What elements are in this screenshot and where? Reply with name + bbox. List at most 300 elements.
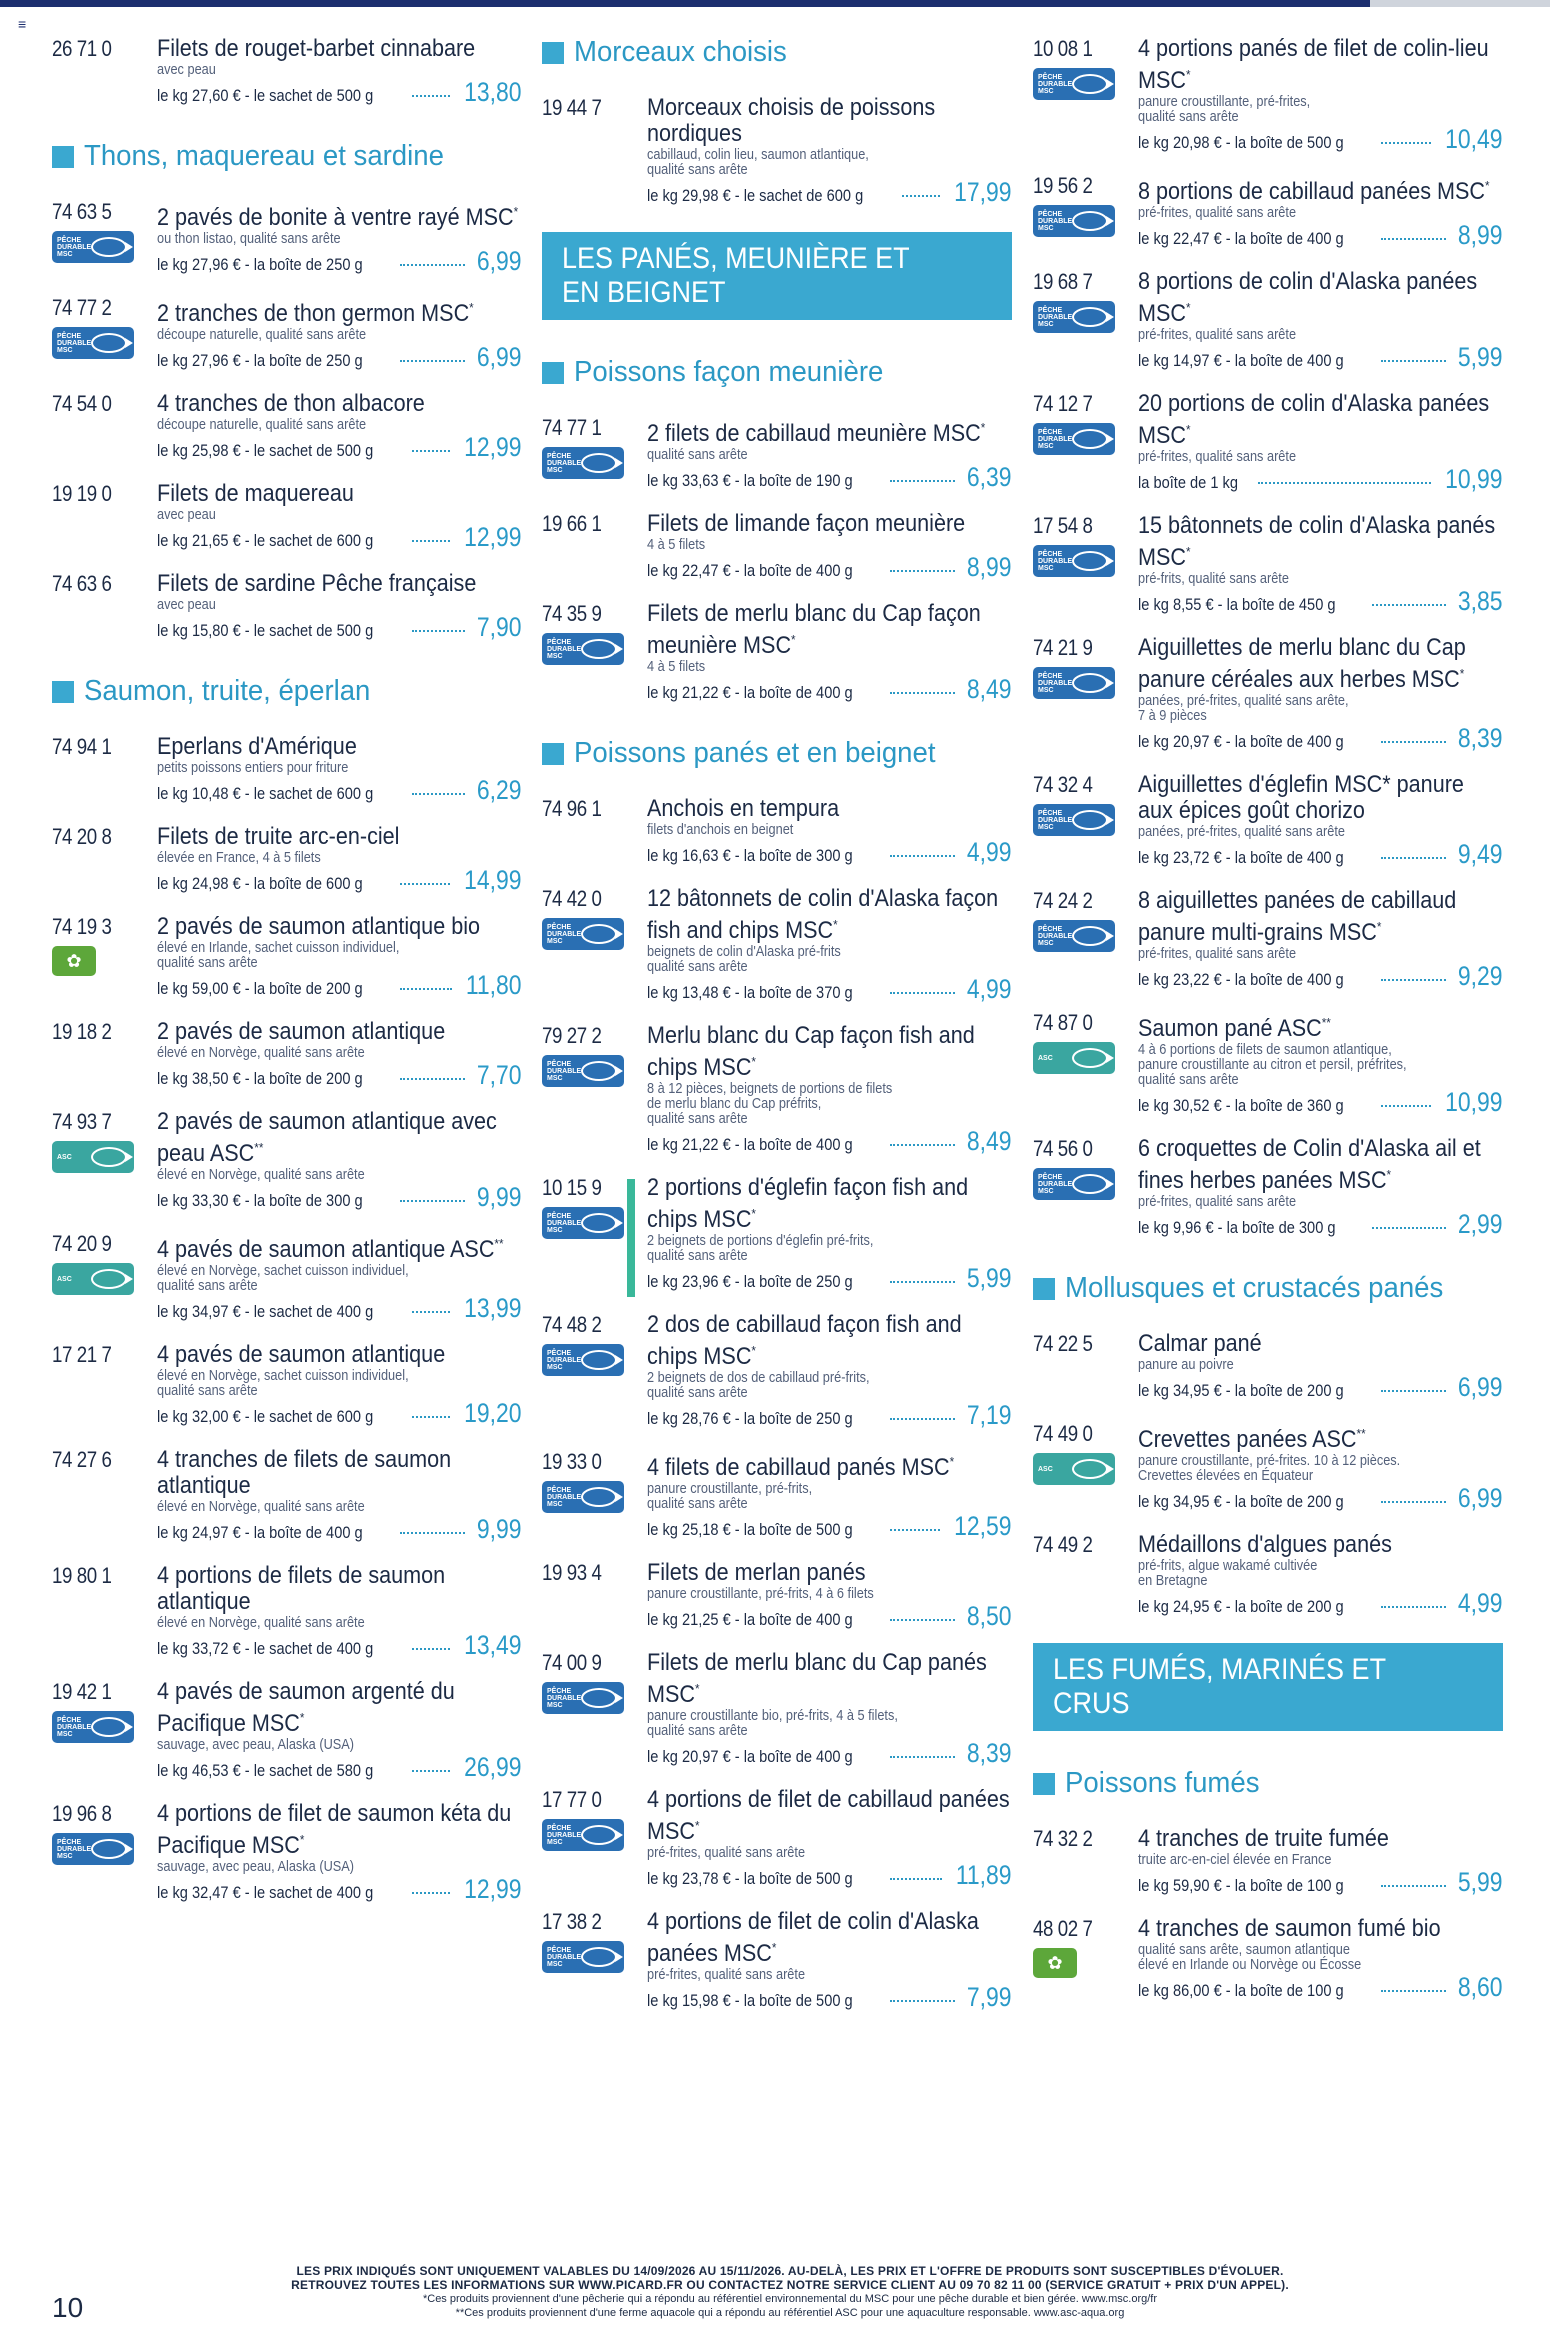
dot-leader: [890, 1878, 942, 1880]
product-code-block: [1033, 513, 1138, 617]
product-item: [52, 36, 522, 108]
product-description: élevée en France, 4 à 5 filets: [157, 849, 321, 866]
product-code-block: [542, 796, 647, 868]
msc-badge-text: PÊCHE DURABLE MSC: [547, 638, 582, 660]
product-details: [157, 1679, 522, 1783]
product-description: 4 à 5 filets: [647, 658, 706, 675]
product-description: de merlu blanc du Cap préfrits,: [647, 1095, 822, 1112]
product-item: [1033, 36, 1503, 155]
product-item: [1033, 1331, 1503, 1403]
product-code: 74 54 0: [52, 391, 112, 416]
price-row: [1138, 342, 1503, 373]
product-description: en Bretagne: [1138, 1572, 1208, 1589]
msc-fish-icon: [581, 453, 617, 473]
product-description: avec peau: [157, 596, 216, 613]
msc-label-badge: [1033, 667, 1115, 699]
product-code: 17 38 2: [542, 1909, 602, 1934]
msc-badge-text: PÊCHE DURABLE MSC: [1038, 809, 1073, 831]
product-description: panure croustillante, pré-frites. 10 à 12 pièces.: [1138, 1452, 1401, 1469]
price-row: [1138, 1372, 1503, 1403]
product-code-block: [1033, 772, 1138, 870]
footer-legal: [240, 2264, 1340, 2320]
price-row: [157, 1293, 522, 1324]
product-code-block: [52, 914, 157, 1001]
asc-label-badge: [1033, 1453, 1115, 1485]
footer-line-2: RETROUVEZ TOUTES LES INFORMATIONS SUR WWW.PICARD.FR OU CONTACTEZ NOTRE SERVICE CLIENT AU 09 70 82 11 00 (SERVICE GRATUIT + PRIX D'UN APPEL).: [291, 2278, 1289, 2292]
product-code-block: [542, 1312, 647, 1431]
price-row: [647, 1738, 1012, 1769]
menu-icon: ≡: [18, 16, 27, 32]
product-code: 74 48 2: [542, 1312, 602, 1337]
price-row: [157, 1060, 522, 1091]
msc-fish-icon: [581, 924, 617, 944]
section-title-text: Thons, maquereau et sardine: [84, 140, 444, 172]
product-price: 4,99: [967, 837, 1012, 867]
product-name: 4 tranches de saumon fumé bio: [1138, 1915, 1441, 1942]
msc-label-badge: [542, 1055, 624, 1087]
product-description: qualité sans arête: [1138, 108, 1239, 125]
product-name: Filets de truite arc-en-ciel: [157, 823, 400, 850]
product-code: 74 19 3: [52, 914, 112, 939]
msc-label-badge: [1033, 1168, 1115, 1200]
product-code: 10 15 9: [542, 1175, 602, 1200]
msc-fish-icon: [91, 1839, 127, 1859]
unit-price: le kg 32,47 € - le sachet de 400 g: [157, 1883, 374, 1902]
product-code: 74 49 0: [1033, 1421, 1093, 1446]
dot-leader: [1381, 238, 1446, 240]
unit-price: le kg 23,96 € - la boîte de 250 g: [647, 1272, 853, 1291]
product-price: 7,90: [477, 612, 522, 642]
asc-label-badge: [52, 1263, 134, 1295]
product-description: avec peau: [157, 61, 216, 78]
product-item: [1033, 391, 1503, 495]
product-code-block: [52, 571, 157, 643]
asc-badge-text: ASC: [1038, 1054, 1053, 1062]
price-row: [157, 1874, 522, 1905]
msc-fish-icon: [91, 333, 127, 353]
product-item: [1033, 513, 1503, 617]
product-code: 19 93 4: [542, 1560, 602, 1585]
product-price: 5,99: [1458, 1867, 1503, 1897]
dot-leader: [400, 1200, 465, 1202]
product-name: 4 pavés de saumon atlantique ASC**: [157, 1236, 504, 1263]
product-details: [1138, 269, 1503, 373]
product-description: panées, pré-frites, qualité sans arête,: [1138, 692, 1349, 709]
product-code: 19 18 2: [52, 1019, 112, 1044]
msc-label-badge: [52, 231, 134, 263]
msc-badge-text: PÊCHE DURABLE MSC: [547, 452, 582, 474]
product-name: 2 pavés de saumon atlantique bio: [157, 913, 481, 940]
product-item: [52, 199, 522, 277]
unit-price: le kg 23,78 € - la boîte de 500 g: [647, 1869, 853, 1888]
product-code-block: [1033, 1916, 1138, 2003]
product-code: 74 32 2: [1033, 1826, 1093, 1851]
product-code-block: [52, 1109, 157, 1213]
price-row: [647, 974, 1012, 1005]
product-description: qualité sans arête: [647, 1722, 748, 1739]
product-item: [542, 1175, 1012, 1294]
section-title: [542, 356, 1012, 389]
msc-badge-text: PÊCHE DURABLE MSC: [1038, 306, 1073, 328]
product-name: 4 filets de cabillaud panés MSC*: [647, 1454, 955, 1481]
asc-fish-icon: [91, 1269, 127, 1289]
unit-price: le kg 30,52 € - la boîte de 360 g: [1138, 1096, 1344, 1115]
price-row: [1138, 1483, 1503, 1514]
product-code-block: [1033, 1421, 1138, 1514]
product-price: 6,99: [1458, 1483, 1503, 1513]
product-code-block: [542, 1787, 647, 1891]
msc-fish-icon: [1072, 926, 1108, 946]
product-name: 4 pavés de saumon argenté du Pacifique MSC*: [157, 1678, 455, 1737]
product-item: [542, 796, 1012, 868]
product-price: 8,49: [967, 674, 1012, 704]
dot-leader: [1381, 1390, 1446, 1392]
product-price: 8,50: [967, 1601, 1012, 1631]
price-row: [1138, 124, 1503, 155]
unit-price: le kg 24,97 € - la boîte de 400 g: [157, 1523, 363, 1542]
msc-badge-text: PÊCHE DURABLE MSC: [1038, 1173, 1073, 1195]
product-code: 74 63 5: [52, 199, 112, 224]
unit-price: le kg 16,63 € - la boîte de 300 g: [647, 846, 853, 865]
product-code-block: [1033, 391, 1138, 495]
msc-fish-icon: [581, 1688, 617, 1708]
product-description: cabillaud, colin lieu, saumon atlantique,: [647, 146, 869, 163]
product-item: [1033, 173, 1503, 251]
price-row: [157, 865, 522, 896]
product-code-block: [52, 295, 157, 373]
product-details: [1138, 391, 1503, 495]
product-description: pré-frits, algue wakamé cultivée: [1138, 1557, 1318, 1574]
product-name: Filets de rouget-barbet cinnabare: [157, 35, 476, 62]
price-row: [1138, 220, 1503, 251]
product-name: Morceaux choisis de poissons nordiques: [647, 94, 936, 147]
product-code: 74 94 1: [52, 734, 112, 759]
product-name: 4 portions de filets de saumon atlantique: [157, 1562, 446, 1615]
bio-leaf-icon: ✿: [66, 951, 82, 971]
msc-label-badge: [1033, 423, 1115, 455]
price-row: [647, 837, 1012, 868]
msc-fish-icon: [581, 1487, 617, 1507]
msc-label-badge: [542, 1819, 624, 1851]
price-row: [157, 522, 522, 553]
product-code-block: [542, 1650, 647, 1769]
product-price: 6,29: [477, 775, 522, 805]
product-code: 74 49 2: [1033, 1532, 1093, 1557]
product-code: 74 21 9: [1033, 635, 1093, 660]
product-code-block: [542, 1023, 647, 1157]
product-code: 26 71 0: [52, 36, 112, 61]
unit-price: le kg 21,22 € - la boîte de 400 g: [647, 1135, 853, 1154]
product-code-block: [1033, 1532, 1138, 1619]
product-description: panure croustillante, pré-frits,: [647, 1480, 813, 1497]
price-row: [1138, 1087, 1503, 1118]
product-description: qualité sans arête: [157, 954, 258, 971]
dot-leader: [890, 1756, 955, 1758]
price-row: [157, 970, 522, 1001]
product-details: [1138, 1010, 1503, 1118]
product-details: [1138, 173, 1503, 251]
dot-leader: [890, 1144, 955, 1146]
unit-price: le kg 21,65 € - le sachet de 600 g: [157, 531, 374, 550]
product-item: [542, 415, 1012, 493]
product-details: [157, 481, 522, 553]
product-code-block: [1033, 1136, 1138, 1240]
product-code: 74 20 9: [52, 1231, 112, 1256]
unit-price: le kg 21,22 € - la boîte de 400 g: [647, 683, 853, 702]
product-name: Calmar pané: [1138, 1330, 1262, 1357]
product-details: [1138, 772, 1503, 870]
product-code-block: [1033, 888, 1138, 992]
product-code: 19 66 1: [542, 511, 602, 536]
product-name: 15 bâtonnets de colin d'Alaska panés MSC*: [1138, 512, 1496, 571]
product-price: 4,99: [1458, 1588, 1503, 1618]
product-price: 8,39: [967, 1738, 1012, 1768]
price-row: [157, 1182, 522, 1213]
product-name: 2 pavés de bonite à ventre rayé MSC*: [157, 204, 519, 231]
dot-leader: [1381, 1501, 1446, 1503]
asc-fish-icon: [1072, 1459, 1108, 1479]
highlight-bar: [627, 1179, 635, 1297]
product-item: [1033, 269, 1503, 373]
product-code: 74 77 2: [52, 295, 112, 320]
msc-label-badge: [1033, 804, 1115, 836]
msc-fish-icon: [581, 639, 617, 659]
price-row: [157, 1752, 522, 1783]
product-item: [542, 886, 1012, 1005]
product-description: découpe naturelle, qualité sans arête: [157, 416, 367, 433]
product-item: [1033, 1826, 1503, 1898]
product-name: 4 tranches de truite fumée: [1138, 1825, 1389, 1852]
product-description: sauvage, avec peau, Alaska (USA): [157, 1858, 355, 1875]
msc-label-badge: [52, 1833, 134, 1865]
product-details: [647, 1312, 1012, 1431]
section-title-text: Poissons fumés: [1065, 1767, 1260, 1799]
price-row: [1138, 586, 1503, 617]
price-row: [647, 462, 1012, 493]
unit-price: le kg 22,47 € - la boîte de 400 g: [647, 561, 853, 580]
msc-label-badge: [52, 327, 134, 359]
product-item: [52, 1447, 522, 1545]
section-title-text: Poissons façon meunière: [574, 356, 884, 388]
unit-price: le kg 34,95 € - la boîte de 200 g: [1138, 1381, 1344, 1400]
msc-fish-icon: [581, 1947, 617, 1967]
dot-leader: [890, 1281, 955, 1283]
product-description: 8 à 12 pièces, beignets de portions de filets: [647, 1080, 893, 1097]
dot-leader: [400, 360, 465, 362]
asc-badge-text: ASC: [57, 1275, 72, 1283]
dot-leader: [412, 450, 450, 452]
unit-price: le kg 59,00 € - la boîte de 200 g: [157, 979, 363, 998]
product-code: 79 27 2: [542, 1023, 602, 1048]
product-price: 12,99: [464, 1874, 522, 1904]
msc-badge-text: PÊCHE DURABLE MSC: [1038, 672, 1073, 694]
product-code: 48 02 7: [1033, 1916, 1093, 1941]
price-row: [1138, 723, 1503, 754]
msc-label-badge: [1033, 545, 1115, 577]
product-price: 3,85: [1458, 586, 1503, 616]
product-description: qualité sans arête: [647, 1495, 748, 1512]
product-code-block: [542, 1449, 647, 1542]
unit-price: le kg 22,47 € - la boîte de 400 g: [1138, 229, 1344, 248]
product-code-block: [542, 601, 647, 705]
product-details: [1138, 1421, 1503, 1514]
product-details: [157, 1019, 522, 1091]
unit-price: le kg 9,96 € - la boîte de 300 g: [1138, 1218, 1336, 1237]
product-code-block: [52, 1342, 157, 1429]
product-details: [1138, 635, 1503, 754]
product-description: 4 à 5 filets: [647, 536, 706, 553]
dot-leader: [1381, 142, 1431, 144]
section-title: [542, 36, 1012, 69]
product-price: 9,49: [1458, 839, 1503, 869]
page-number: 10: [52, 2292, 84, 2323]
product-details: [157, 1801, 522, 1905]
product-price: 10,99: [1445, 464, 1503, 494]
product-name: Merlu blanc du Cap façon fish and chips MSC*: [647, 1022, 975, 1081]
product-code-block: [52, 199, 157, 277]
msc-fish-icon: [581, 1825, 617, 1845]
product-code: 19 68 7: [1033, 269, 1093, 294]
dot-leader: [890, 692, 955, 694]
price-row: [1138, 1867, 1503, 1898]
unit-price: le kg 25,98 € - le sachet de 500 g: [157, 441, 374, 460]
product-code: 19 19 0: [52, 481, 112, 506]
price-row: [157, 432, 522, 463]
product-item: [1033, 772, 1503, 870]
product-name: 4 pavés de saumon atlantique: [157, 1341, 446, 1368]
price-row: [647, 1982, 1012, 2013]
product-code-block: [1033, 36, 1138, 155]
unit-price: le kg 59,90 € - la boîte de 100 g: [1138, 1876, 1344, 1895]
unit-price: le kg 86,00 € - la boîte de 100 g: [1138, 1981, 1344, 2000]
product-item: [542, 601, 1012, 705]
price-row: [157, 246, 522, 277]
product-code-block: [52, 391, 157, 463]
product-details: [647, 1650, 1012, 1769]
product-item: [542, 1449, 1012, 1542]
category-banner: [1033, 1643, 1503, 1731]
unit-price: le kg 24,98 € - la boîte de 600 g: [157, 874, 363, 893]
msc-badge-text: PÊCHE DURABLE MSC: [57, 1716, 92, 1738]
unit-price: le kg 27,96 € - la boîte de 250 g: [157, 255, 363, 274]
product-item: [52, 481, 522, 553]
unit-price: le kg 23,72 € - la boîte de 400 g: [1138, 848, 1344, 867]
product-details: [647, 415, 1012, 493]
dot-leader: [890, 1418, 955, 1420]
price-row: [157, 775, 522, 806]
product-price: 12,99: [464, 432, 522, 462]
product-details: [647, 1560, 1012, 1632]
product-item: [52, 571, 522, 643]
product-name: 2 filets de cabillaud meunière MSC*: [647, 420, 986, 447]
section-title: [542, 737, 1012, 770]
product-description: petits poissons entiers pour friture: [157, 759, 349, 776]
product-description: pré-frites, qualité sans arête: [647, 1966, 806, 1983]
dot-leader: [412, 1416, 450, 1418]
msc-badge-text: PÊCHE DURABLE MSC: [547, 1212, 582, 1234]
msc-fish-icon: [1072, 551, 1108, 571]
product-name: Aiguillettes de merlu blanc du Cap panure céréales aux herbes MSC*: [1138, 634, 1466, 693]
product-item: [542, 1787, 1012, 1891]
product-details: [1138, 1916, 1503, 2003]
product-code: 74 93 7: [52, 1109, 112, 1134]
product-details: [157, 1447, 522, 1545]
product-details: [157, 295, 522, 373]
footer-line-3: *Ces produits proviennent d'une pêcherie qui a répondu au référentiel environnemental du MSC pour une pêche durable et bien gérée. www.msc.org/fr: [422, 2293, 1158, 2305]
msc-badge-text: PÊCHE DURABLE MSC: [547, 1060, 582, 1082]
unit-price: le kg 20,97 € - la boîte de 400 g: [1138, 732, 1344, 751]
product-description: panure croustillante, pré-frites,: [1138, 93, 1311, 110]
product-description: qualité sans arête: [1138, 1071, 1239, 1088]
price-row: [157, 612, 522, 643]
category-banner: [542, 232, 1012, 320]
msc-badge-text: PÊCHE DURABLE MSC: [547, 923, 582, 945]
product-details: [647, 886, 1012, 1005]
product-price: 8,99: [1458, 220, 1503, 250]
product-description: pré-frites, qualité sans arête: [1138, 1193, 1297, 1210]
product-details: [157, 1231, 522, 1324]
dot-leader: [1381, 741, 1446, 743]
product-name: 20 portions de colin d'Alaska panées MSC*: [1138, 390, 1490, 449]
asc-badge-text: ASC: [1038, 1465, 1053, 1473]
footer-line-1: LES PRIX INDIQUÉS SONT UNIQUEMENT VALABLES DU 14/09/2026 AU 15/11/2026. AU-DELÀ, LES PRIX ET L'OFFRE DE PRODUITS SONT SUSCEPTIBLES D'ÉVOLUER.: [296, 2264, 1284, 2278]
msc-badge-text: PÊCHE DURABLE MSC: [1038, 925, 1073, 947]
unit-price: le kg 27,60 € - le sachet de 500 g: [157, 86, 374, 105]
product-item: [1033, 1010, 1503, 1118]
msc-badge-text: PÊCHE DURABLE MSC: [1038, 73, 1073, 95]
product-description: 2 beignets de dos de cabillaud pré-frits,: [647, 1369, 870, 1386]
product-description: 7 à 9 pièces: [1138, 707, 1207, 724]
msc-fish-icon: [1072, 1174, 1108, 1194]
product-price: 8,99: [967, 552, 1012, 582]
section-square-icon: [1033, 1773, 1055, 1795]
price-row: [157, 1630, 522, 1661]
product-code: 74 12 7: [1033, 391, 1093, 416]
product-name: Saumon pané ASC**: [1138, 1015, 1331, 1042]
product-name: 2 portions d'églefin façon fish and chips MSC*: [647, 1174, 969, 1233]
product-price: 10,99: [1445, 1087, 1503, 1117]
product-description: élevé en Norvège, qualité sans arête: [157, 1498, 365, 1515]
product-description: élevé en Norvège, qualité sans arête: [157, 1166, 365, 1183]
product-item: [52, 1109, 522, 1213]
product-name: 8 portions de cabillaud panées MSC*: [1138, 178, 1490, 205]
category-banner-text: LES PANÉS, MEUNIÈRE ET EN BEIGNET: [562, 242, 910, 309]
dot-leader: [902, 195, 940, 197]
product-price: 10,49: [1445, 124, 1503, 154]
product-code-block: [542, 415, 647, 493]
dot-leader: [1381, 1885, 1446, 1887]
product-code: 74 32 4: [1033, 772, 1093, 797]
msc-fish-icon: [1072, 211, 1108, 231]
msc-fish-icon: [91, 1717, 127, 1737]
product-description: 4 à 6 portions de filets de saumon atlantique,: [1138, 1041, 1392, 1058]
msc-fish-icon: [91, 237, 127, 257]
product-name: Filets de merlu blanc du Cap façon meunière MSC*: [647, 600, 981, 659]
price-row: [647, 177, 1012, 208]
product-details: [1138, 1826, 1503, 1898]
product-price: 19,20: [464, 1398, 522, 1428]
product-description: pré-frits, qualité sans arête: [1138, 570, 1289, 587]
section-square-icon: [542, 42, 564, 64]
msc-badge-text: PÊCHE DURABLE MSC: [1038, 428, 1073, 450]
product-item: [1033, 888, 1503, 992]
unit-price: le kg 24,95 € - la boîte de 200 g: [1138, 1597, 1344, 1616]
product-price: 9,99: [477, 1514, 522, 1544]
product-price: 17,99: [954, 177, 1012, 207]
product-price: 12,59: [954, 1511, 1012, 1541]
product-price: 6,99: [477, 342, 522, 372]
product-price: 9,29: [1458, 961, 1503, 991]
